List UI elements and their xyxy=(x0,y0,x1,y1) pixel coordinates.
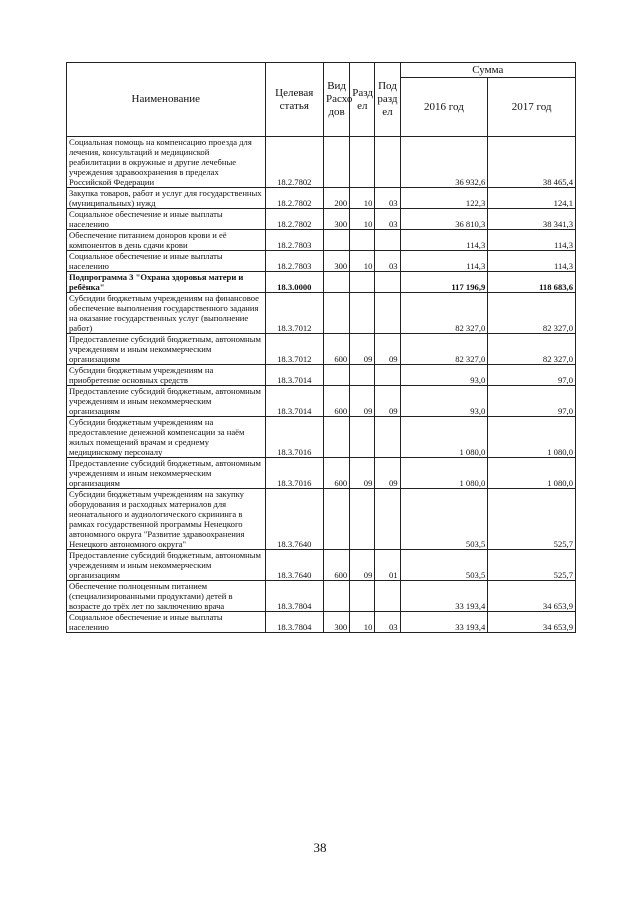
row-2016-cell: 117 196,9 xyxy=(400,272,488,293)
row-name-cell: Предоставление субсидий бюджетным, автономным учреждениям и иным некоммерческим организациям xyxy=(67,458,266,489)
row-2017-cell: 34 653,9 xyxy=(488,581,576,612)
row-2017-cell: 82 327,0 xyxy=(488,293,576,334)
row-target-cell: 18.3.7016 xyxy=(265,417,323,458)
row-section-cell: 10 xyxy=(350,209,375,230)
row-subsection-cell xyxy=(375,581,400,612)
row-subsection-cell xyxy=(375,417,400,458)
row-name-cell: Предоставление субсидий бюджетным, автономным учреждениям и иным некоммерческим организациям xyxy=(67,334,266,365)
row-subsection-cell: 09 xyxy=(375,334,400,365)
table-row xyxy=(67,209,576,230)
row-expense-type-cell: 300 xyxy=(324,612,350,633)
row-subsection-cell xyxy=(375,272,400,293)
row-subsection-cell: 03 xyxy=(375,188,400,209)
row-target-cell: 18.3.7014 xyxy=(265,365,323,386)
row-2017-cell: 97,0 xyxy=(488,365,576,386)
row-2016-cell: 93,0 xyxy=(400,365,488,386)
row-section-cell xyxy=(350,417,375,458)
table-row xyxy=(67,251,576,272)
row-name-cell: Социальное обеспечение и иные выплаты населению xyxy=(67,209,266,230)
row-2017-cell: 525,7 xyxy=(488,489,576,550)
row-section-cell xyxy=(350,230,375,251)
row-target-cell: 18.2.7802 xyxy=(265,209,323,230)
row-target-cell: 18.3.7012 xyxy=(265,293,323,334)
row-expense-type-cell xyxy=(324,137,350,188)
row-section-cell xyxy=(350,365,375,386)
row-name-cell: Предоставление субсидий бюджетным, автономным учреждениям и иным некоммерческим организациям xyxy=(67,550,266,581)
row-2017-cell: 525,7 xyxy=(488,550,576,581)
row-2016-cell: 503,5 xyxy=(400,489,488,550)
row-subsection-cell: 09 xyxy=(375,386,400,417)
row-name-cell: Подпрограмма 3 "Охрана здоровья матери и ребёнка" xyxy=(67,272,266,293)
budget-table xyxy=(66,62,576,633)
row-2017-cell: 34 653,9 xyxy=(488,612,576,633)
row-section-cell xyxy=(350,137,375,188)
row-subsection-cell xyxy=(375,230,400,251)
row-2017-cell: 114,3 xyxy=(488,230,576,251)
row-expense-type-cell xyxy=(324,581,350,612)
row-name-cell: Социальное обеспечение и иные выплаты населению xyxy=(67,612,266,633)
row-name-cell: Субсидии бюджетным учреждениям на закупку оборудования и расходных материалов для неонатального и аудиологического скрининга в рамках государственной программы Ненецкого автономного округа "Развитие здравоохранения Ненецкого автономного округа" xyxy=(67,489,266,550)
row-target-cell: 18.3.7804 xyxy=(265,612,323,633)
row-section-cell: 10 xyxy=(350,251,375,272)
table-row xyxy=(67,550,576,581)
row-2017-cell: 38 341,3 xyxy=(488,209,576,230)
row-target-cell: 18.3.7640 xyxy=(265,489,323,550)
row-2016-cell: 503,5 xyxy=(400,550,488,581)
row-section-cell: 10 xyxy=(350,188,375,209)
row-expense-type-cell xyxy=(324,489,350,550)
row-section-cell xyxy=(350,489,375,550)
row-name-cell: Предоставление субсидий бюджетным, автономным учреждениям и иным некоммерческим организациям xyxy=(67,386,266,417)
row-section-cell xyxy=(350,293,375,334)
row-2016-cell: 1 080,0 xyxy=(400,458,488,489)
row-subsection-cell: 03 xyxy=(375,251,400,272)
row-2016-cell: 36 932,6 xyxy=(400,137,488,188)
row-2017-cell: 124,1 xyxy=(488,188,576,209)
table-row xyxy=(67,334,576,365)
header-target-article: Целевая статья xyxy=(265,63,323,137)
row-subsection-cell xyxy=(375,365,400,386)
row-2016-cell: 36 810,3 xyxy=(400,209,488,230)
table-row xyxy=(67,612,576,633)
row-target-cell: 18.2.7802 xyxy=(265,188,323,209)
table-row xyxy=(67,272,576,293)
row-expense-type-cell xyxy=(324,272,350,293)
row-section-cell xyxy=(350,272,375,293)
table-row xyxy=(67,230,576,251)
row-2016-cell: 82 327,0 xyxy=(400,293,488,334)
header-year-2017: 2017 год xyxy=(488,78,576,137)
row-expense-type-cell: 600 xyxy=(324,458,350,489)
row-target-cell: 18.3.7804 xyxy=(265,581,323,612)
table-row xyxy=(67,581,576,612)
row-target-cell: 18.3.7014 xyxy=(265,386,323,417)
row-name-cell: Обеспечение питанием доноров крови и её компонентов в день сдачи крови xyxy=(67,230,266,251)
row-subsection-cell xyxy=(375,137,400,188)
table-row xyxy=(67,365,576,386)
row-subsection-cell: 01 xyxy=(375,550,400,581)
row-expense-type-cell: 300 xyxy=(324,251,350,272)
row-2016-cell: 33 193,4 xyxy=(400,612,488,633)
row-name-cell: Социальная помощь на компенсацию проезда для лечения, консультаций и медицинской реабилитации в окружные и другие лечебные учреждения здравоохранения в пределах Российской Федерации xyxy=(67,137,266,188)
row-section-cell: 09 xyxy=(350,550,375,581)
row-section-cell xyxy=(350,581,375,612)
row-section-cell: 09 xyxy=(350,458,375,489)
row-target-cell: 18.2.7803 xyxy=(265,251,323,272)
table-row xyxy=(67,293,576,334)
row-target-cell: 18.2.7803 xyxy=(265,230,323,251)
page-number: 38 xyxy=(313,840,327,855)
row-section-cell: 10 xyxy=(350,612,375,633)
row-expense-type-cell: 200 xyxy=(324,188,350,209)
row-name-cell: Субсидии бюджетным учреждениям на финансовое обеспечение выполнения государственного задания на оказание государственных услуг (выполнение работ) xyxy=(67,293,266,334)
row-2016-cell: 33 193,4 xyxy=(400,581,488,612)
row-name-cell: Социальное обеспечение и иные выплаты населению xyxy=(67,251,266,272)
row-target-cell: 18.3.7012 xyxy=(265,334,323,365)
row-2016-cell: 82 327,0 xyxy=(400,334,488,365)
row-2017-cell: 38 465,4 xyxy=(488,137,576,188)
table-row xyxy=(67,489,576,550)
table-row xyxy=(67,417,576,458)
row-subsection-cell xyxy=(375,293,400,334)
row-expense-type-cell xyxy=(324,230,350,251)
row-expense-type-cell xyxy=(324,293,350,334)
header-sum: Сумма xyxy=(400,63,575,78)
row-2016-cell: 1 080,0 xyxy=(400,417,488,458)
row-2017-cell: 82 327,0 xyxy=(488,334,576,365)
row-2016-cell: 114,3 xyxy=(400,230,488,251)
row-2017-cell: 118 683,6 xyxy=(488,272,576,293)
row-2017-cell: 1 080,0 xyxy=(488,417,576,458)
row-name-cell: Субсидии бюджетным учреждениям на предоставление денежной компенсации за наём жилых помещений врачам и среднему медицинскому персоналу xyxy=(67,417,266,458)
row-expense-type-cell: 300 xyxy=(324,209,350,230)
row-target-cell: 18.3.0000 xyxy=(265,272,323,293)
header-name: Наименование xyxy=(67,63,266,137)
row-subsection-cell: 03 xyxy=(375,209,400,230)
row-name-cell: Обеспечение полноценным питанием (специализированными продуктами) детей в возрасте до трёх лет по заключению врача xyxy=(67,581,266,612)
row-2017-cell: 1 080,0 xyxy=(488,458,576,489)
row-2017-cell: 97,0 xyxy=(488,386,576,417)
row-2016-cell: 114,3 xyxy=(400,251,488,272)
row-expense-type-cell: 600 xyxy=(324,386,350,417)
table-row xyxy=(67,458,576,489)
row-subsection-cell: 09 xyxy=(375,458,400,489)
row-2016-cell: 93,0 xyxy=(400,386,488,417)
row-section-cell: 09 xyxy=(350,334,375,365)
row-section-cell: 09 xyxy=(350,386,375,417)
row-name-cell: Субсидии бюджетным учреждениям на приобретение основных средств xyxy=(67,365,266,386)
row-subsection-cell xyxy=(375,489,400,550)
row-subsection-cell: 03 xyxy=(375,612,400,633)
row-target-cell: 18.3.7640 xyxy=(265,550,323,581)
row-expense-type-cell: 600 xyxy=(324,550,350,581)
row-expense-type-cell xyxy=(324,365,350,386)
row-target-cell: 18.3.7016 xyxy=(265,458,323,489)
header-expense-type: Вид Расхо дов xyxy=(324,63,350,137)
header-subsection: Под разд ел xyxy=(375,63,400,137)
row-name-cell: Закупка товаров, работ и услуг для государственных (муниципальных) нужд xyxy=(67,188,266,209)
row-expense-type-cell: 600 xyxy=(324,334,350,365)
row-target-cell: 18.2.7802 xyxy=(265,137,323,188)
row-2016-cell: 122,3 xyxy=(400,188,488,209)
row-2017-cell: 114,3 xyxy=(488,251,576,272)
table-row xyxy=(67,386,576,417)
header-year-2016: 2016 год xyxy=(400,78,488,137)
table-row xyxy=(67,188,576,209)
header-section: Разд ел xyxy=(350,63,375,137)
row-expense-type-cell xyxy=(324,417,350,458)
table-row xyxy=(67,137,576,188)
